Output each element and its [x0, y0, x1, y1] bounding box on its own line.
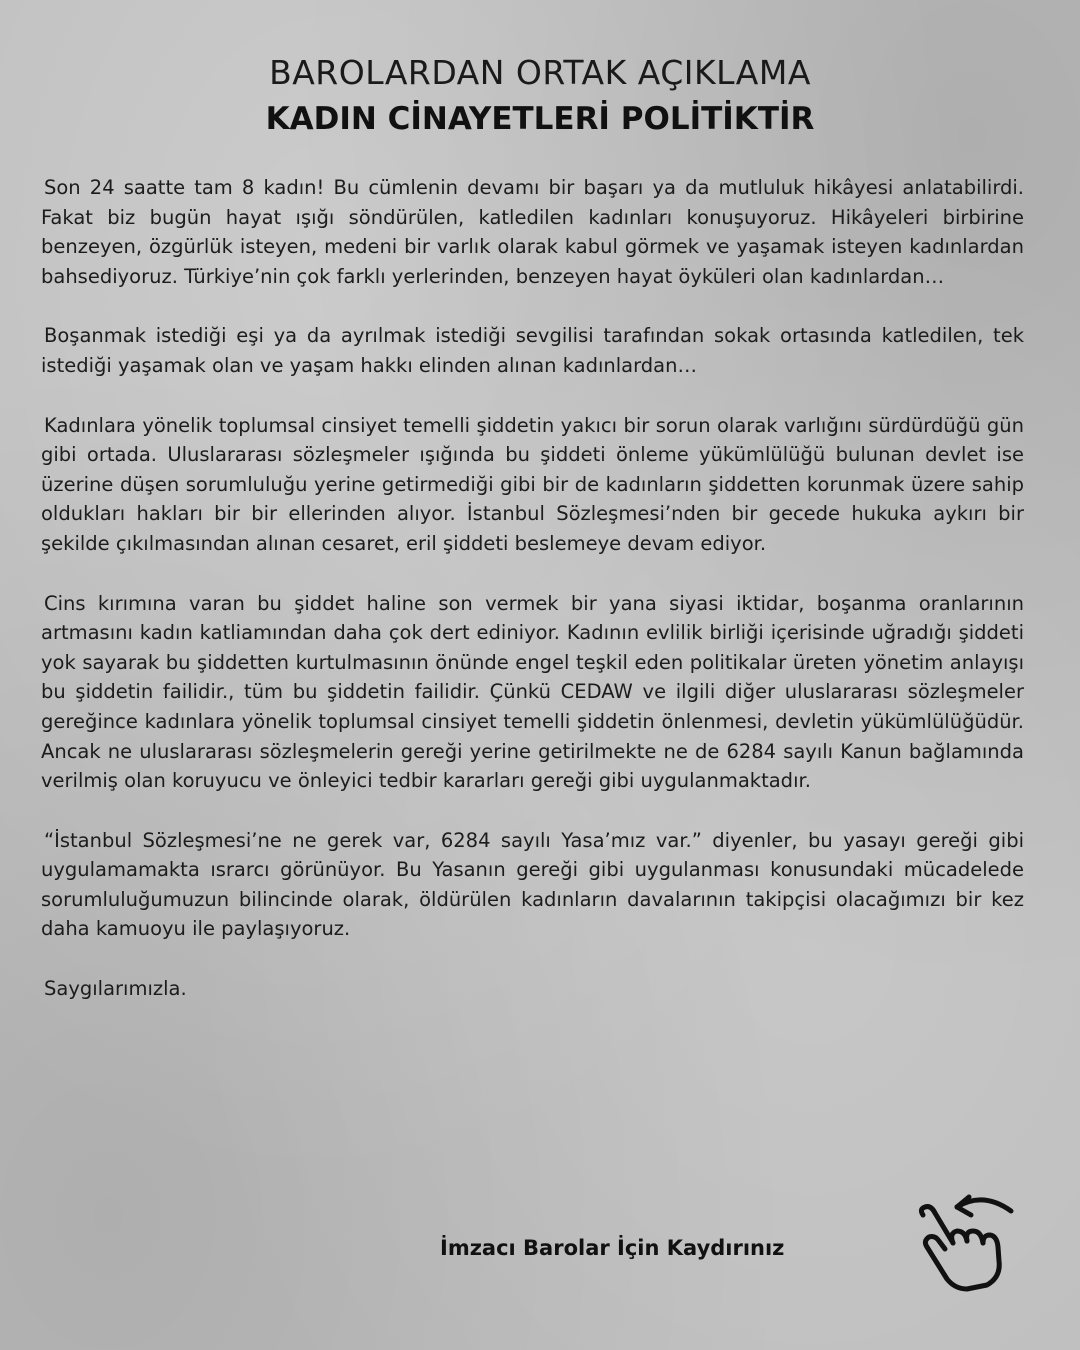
page-title: BAROLARDAN ORTAK AÇIKLAMA: [269, 53, 811, 92]
paragraph-1: Son 24 saatte tam 8 kadın! Bu cümlenin devamı bir başarı ya da mutluluk hikâyesi anlatabilirdi. Fakat biz bugün hayat ışığı söndürülen, katledilen kadınları konuşuyoruz. Hikâyeleri birbirine benzeyen, özgürlük isteyen, medeni bir varlık olarak kabul görmek ve yaşamak isteyen kadınlardan bahsediyoruz. Türkiye’nin çok farklı yerlerinden, benzeyen hayat öyküleri olan kadınlardan…: [41, 176, 1024, 288]
closing-text: Saygılarımızla.: [44, 977, 187, 1001]
statement-body: [41, 173, 1024, 1034]
swipe-instruction: İmzacı Barolar İçin Kaydırınız: [440, 1236, 785, 1260]
paragraph-3: Kadınlara yönelik toplumsal cinsiyet temelli şiddetin yakıcı bir sorun olarak varlığını sürdürdüğü gün gibi ortada. Uluslararası sözleşmeler ışığında bu şiddeti önleme yükümlülüğü bulunan devlet ise üzerine düşen sorumluluğu yerine getirmediği gibi bir de kadınların şiddetten korunmak üzere sahip oldukları hakları bir bir ellerinden alıyor. İstanbul Sözleşmesi’nden bir gecede hukuka aykırı bir şekilde çıkılmasından alınan cesaret, eril şiddeti beslemeye devam ediyor.: [41, 413, 1024, 555]
swipe-hand-icon[interactable]: [915, 1185, 1025, 1295]
paragraph-5: “İstanbul Sözleşmesi’ne ne gerek var, 6284 sayılı Yasa’mız var.” diyenler, bu yasayı gereği gibi uygulamamakta ısrarcı görünüyor. Bu Yasanın gereği gibi uygulanması konusundaki mücadelede sorumluluğumuzun bilincinde olarak, öldürülen kadınların davalarının takipçisi olacağımızı bir kez daha kamuoyu ile paylaşıyoruz.: [41, 828, 1024, 941]
page-subtitle: KADIN CİNAYETLERİ POLİTİKTİR: [265, 101, 815, 137]
paragraph-4: Cins kırımına varan bu şiddet haline son vermek bir yana siyasi iktidar, boşanma oranlarının artmasını kadın katliamından daha çok dert ediniyor. Kadının evlilik birliği içerisinde uğradığı şiddeti yok sayarak bu şiddetten kurtulmasının önünde engel teşkil eden politikalar üreten yönetim anlayışı bu şiddetin failidir., tüm bu şiddetin failidir. Çünkü CEDAW ve ilgili diğer uluslararası sözleşmeler gereğince kadınlara yönelik toplumsal cinsiyet temelli şiddetin önlenmesi, devletin yükümlülüğüdür. Ancak ne uluslararası sözleşmelerin gereği yerine getirilmekte ne de 6284 sayılı Kanun bağlamında verilmiş olan koruyucu ve önleyici tedbir kararları gereği gibi uygulanmaktadır.: [41, 591, 1024, 793]
header: [0, 50, 1080, 142]
paragraph-2: Boşanmak istediği eşi ya da ayrılmak istediği sevgilisi tarafından sokak ortasında katledilen, tek istediği yaşamak olan ve yaşam hakkı elinden alınan kadınlardan…: [41, 324, 1024, 377]
